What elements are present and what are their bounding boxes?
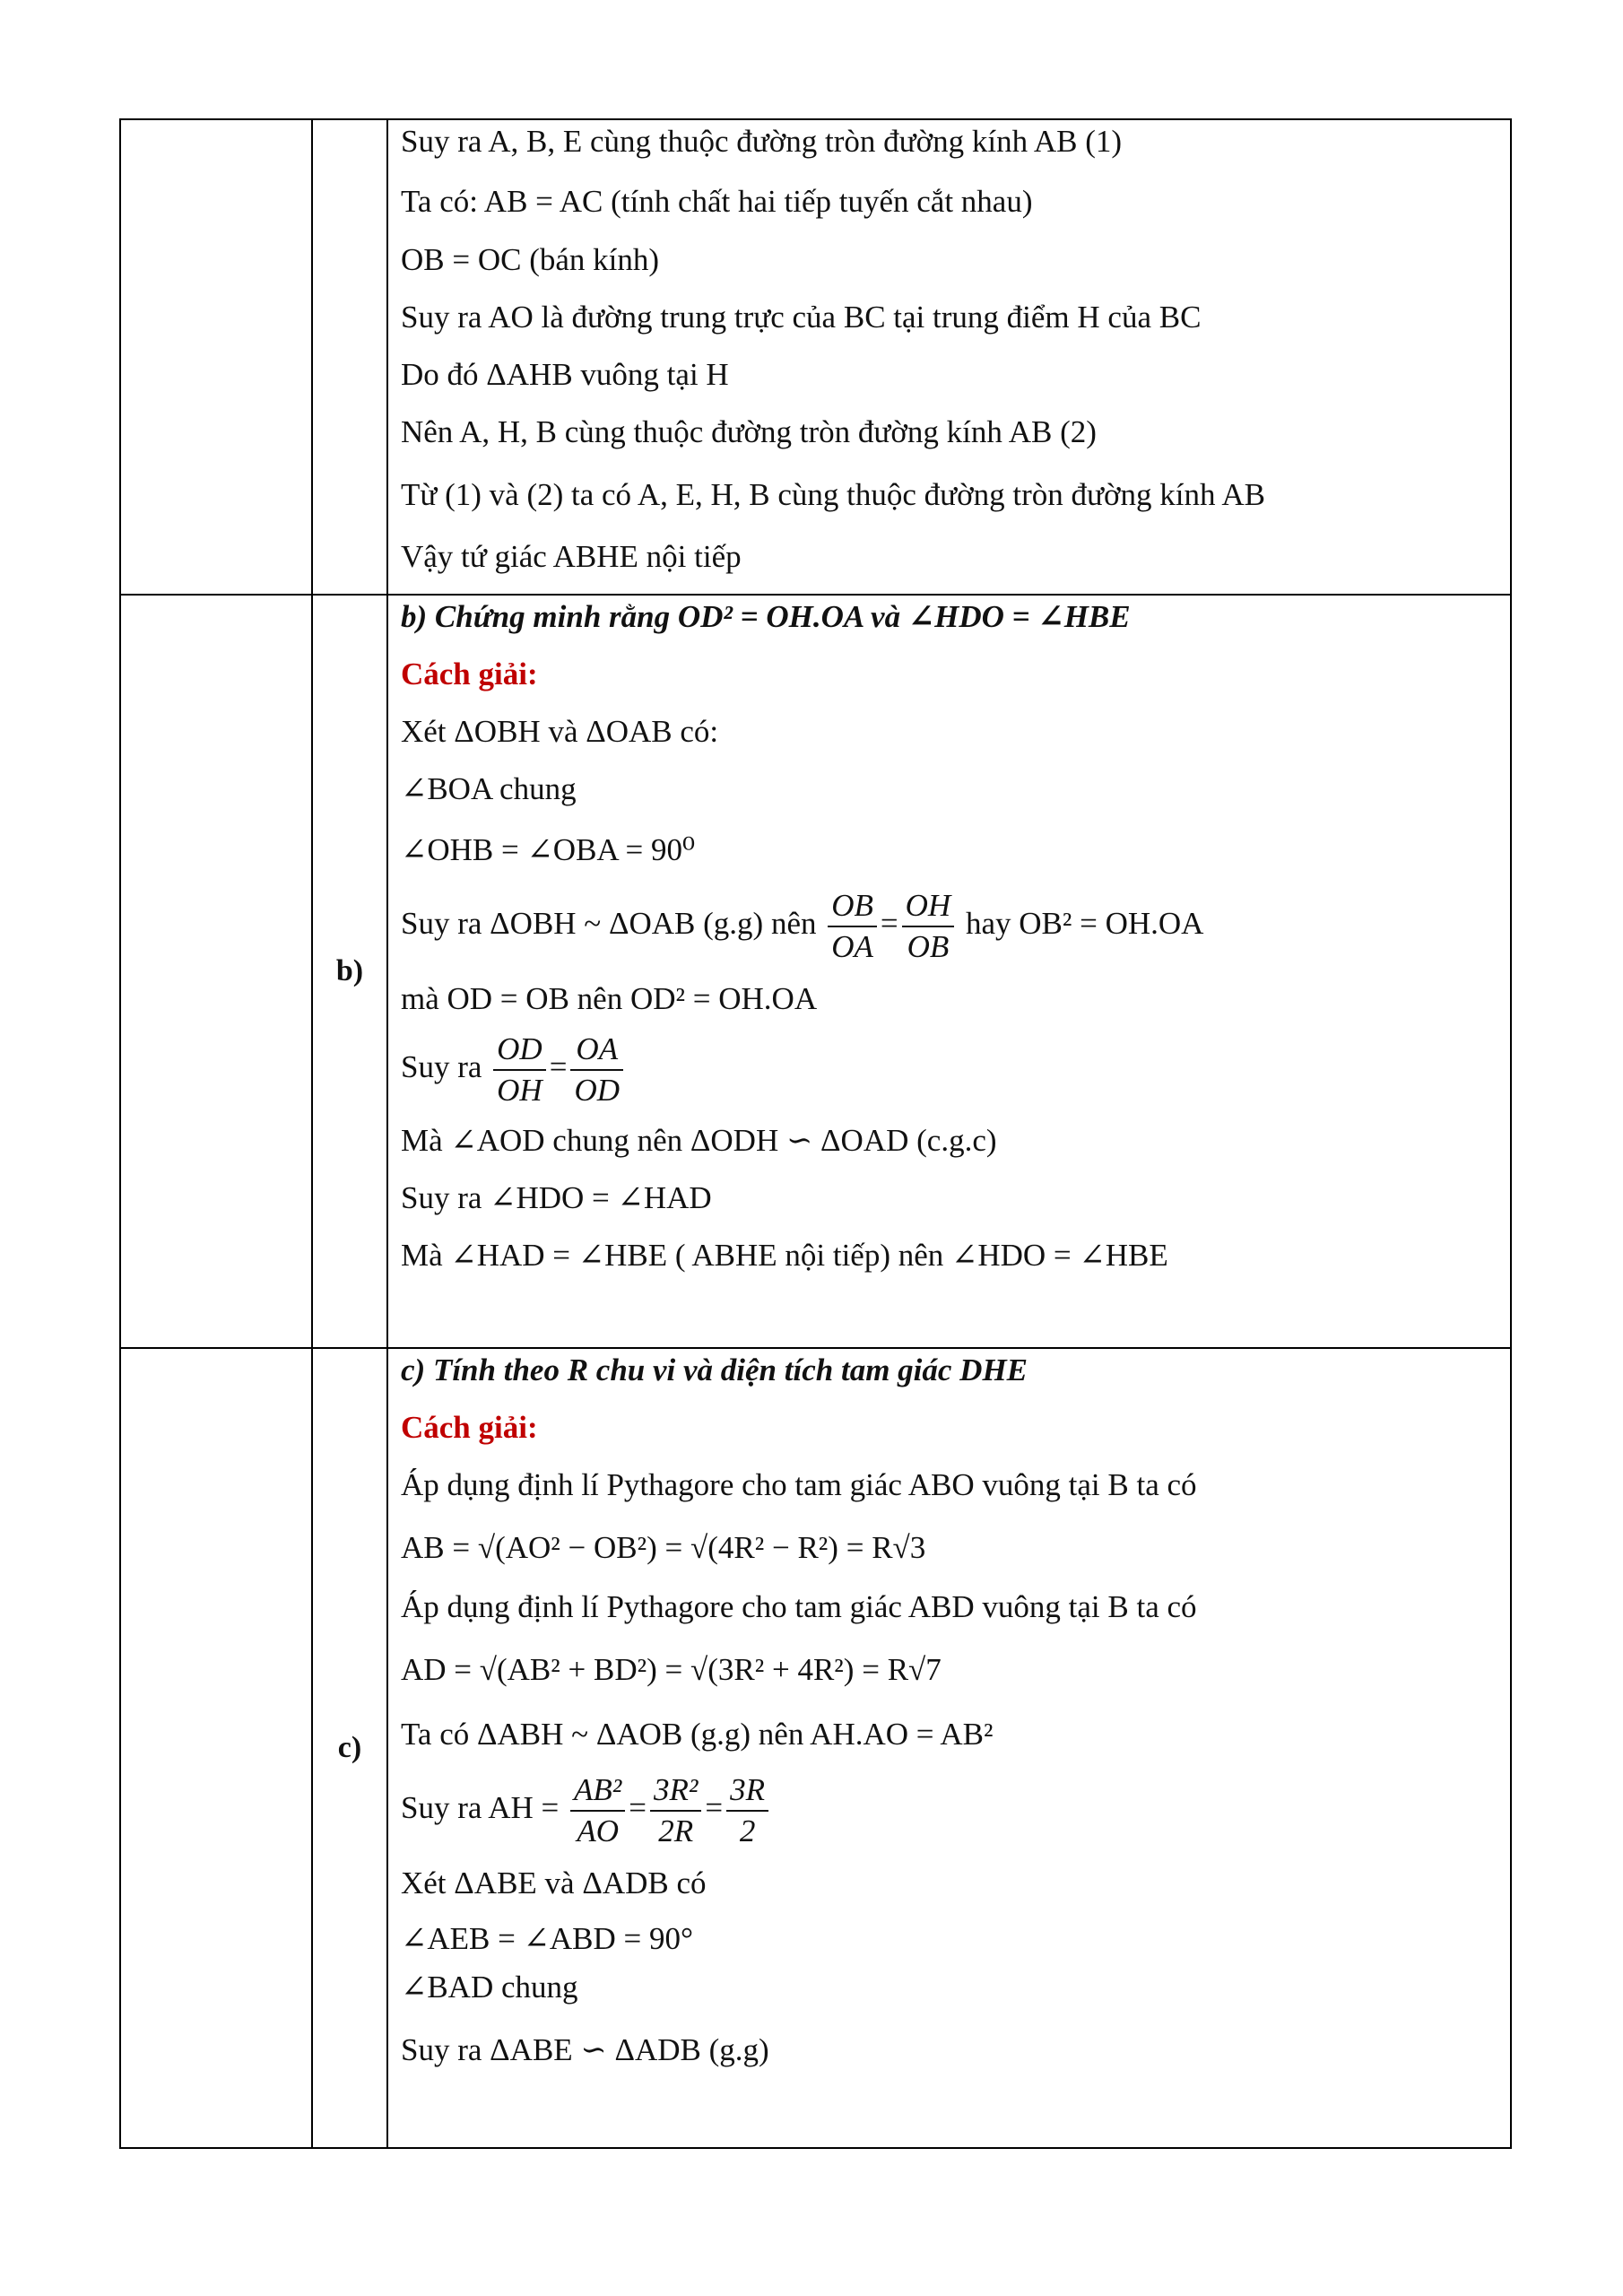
part-heading: b) Chứng minh rằng OD² = OH.OA và ∠HDO = ∠HBE [401,599,1131,634]
solution-cell-c [387,1348,1511,2148]
solution-line: Nên A, H, B cùng thuộc đường tròn đường kính AB (2) [401,414,1097,449]
fraction-line: Suy ra ΔOBH ~ ΔOAB (g.g) nên $\frac{OB}{OA}$ = $\frac{OH}{OB}$ hay OB² = OH.OA [401,886,1510,967]
solution-line: Ta có: AB = AC (tính chất hai tiếp tuyến cắt nhau) [401,184,1033,219]
empty-cell [120,595,312,1348]
solution-cell-b [387,595,1511,1348]
part-heading: c) Tính theo R chu vi và diện tích tam giác DHE [401,1352,1028,1387]
method-label: Cách giải: [401,657,538,691]
fraction [902,886,955,967]
solution-line: Do đó ΔAHB vuông tại H [401,357,729,392]
numerator: OH [902,886,955,927]
part-label-c: c) [312,1348,387,2148]
solution-line: Mà ∠AOD chung nên ΔODH ∽ ΔOAD (c.g.c) [401,1123,997,1158]
fraction-line: Suy ra $\frac{OD}{OH}$ = $\frac{OA}{OD}$ [401,1030,1510,1110]
part-label-b: b) [312,595,387,1348]
numerator: 3R [726,1770,768,1812]
fraction [493,1030,546,1110]
solution-line: OB = OC (bán kính) [401,242,660,277]
solution-line: Ta có ΔABH ~ ΔAOB (g.g) nên AH.AO = AB² [401,1717,994,1752]
solution-line: ∠OHB = ∠OBA = 90⁰ [401,832,696,867]
table-row-part-a [120,119,1511,595]
numerator: OB [828,886,877,927]
solution-line: ∠BAD chung [401,1970,578,2005]
numerator: AB² [570,1770,625,1812]
method-label: Cách giải: [401,1410,538,1445]
denominator: OB [907,929,950,964]
line-prefix: Suy ra [401,1049,482,1085]
fraction [570,1770,625,1851]
solution-line: AB = √(AO² − OB²) = √(4R² − R²) = R√3 [401,1530,926,1565]
solution-line: AD = √(AB² + BD²) = √(3R² + 4R²) = R√7 [401,1652,942,1687]
numerator: OA [570,1030,623,1071]
numerator: 3R² [650,1770,701,1812]
denominator: 2R [658,1813,694,1848]
solution-cell-a [387,119,1511,595]
solution-line: Suy ra AO là đường trung trực của BC tại trung điểm H của BC [401,300,1202,335]
empty-cell [120,119,312,595]
table-row-part-b [120,595,1511,1348]
denominator: OA [831,929,873,964]
fraction [828,886,877,967]
solution-line: Áp dụng định lí Pythagore cho tam giác ABO vuông tại B ta có [401,1467,1197,1502]
line-prefix: Suy ra ΔOBH ~ ΔOAB (g.g) nên [401,906,817,942]
denominator: OD [574,1073,621,1108]
solution-line: Suy ra ΔABE ∽ ΔADB (g.g) [401,2032,769,2067]
fraction [726,1770,768,1851]
solution-line: ∠AEB = ∠ABD = 90° [401,1921,694,1956]
solution-line: mà OD = OB nên OD² = OH.OA [401,981,818,1016]
solution-table [119,118,1512,2149]
solution-line: Suy ra ∠HDO = ∠HAD [401,1180,712,1215]
numerator: OD [493,1030,546,1071]
solution-line: ∠BOA chung [401,771,577,806]
part-label-a [312,119,387,595]
solution-line: Suy ra A, B, E cùng thuộc đường tròn đường kính AB (1) [401,124,1123,159]
solution-line: Xét ΔOBH và ΔOAB có: [401,714,719,749]
denominator: AO [577,1813,619,1848]
solution-line: Từ (1) và (2) ta có A, E, H, B cùng thuộc đường tròn đường kính AB [401,477,1265,512]
line-suffix: hay OB² = OH.OA [965,906,1204,942]
fraction-line: Suy ra AH = $\frac{\text{AB²}}{AO}$ = $\frac{\text{3R²}}{2R}$ = $\frac{3R}{2}$ [401,1770,1510,1851]
table-row-part-c [120,1348,1511,2148]
solution-line: Vậy tứ giác ABHE nội tiếp [401,539,742,574]
denominator: OH [497,1073,542,1108]
line-prefix: Suy ra AH = [401,1790,560,1826]
fraction [570,1030,623,1110]
solution-line: Xét ΔABE và ΔADB có [401,1866,707,1900]
solution-line: Mà ∠HAD = ∠HBE ( ABHE nội tiếp) nên ∠HDO = ∠HBE [401,1238,1168,1273]
solution-line: Áp dụng định lí Pythagore cho tam giác ABD vuông tại B ta có [401,1589,1197,1624]
fraction [650,1770,701,1851]
empty-cell [120,1348,312,2148]
denominator: 2 [739,1813,756,1848]
